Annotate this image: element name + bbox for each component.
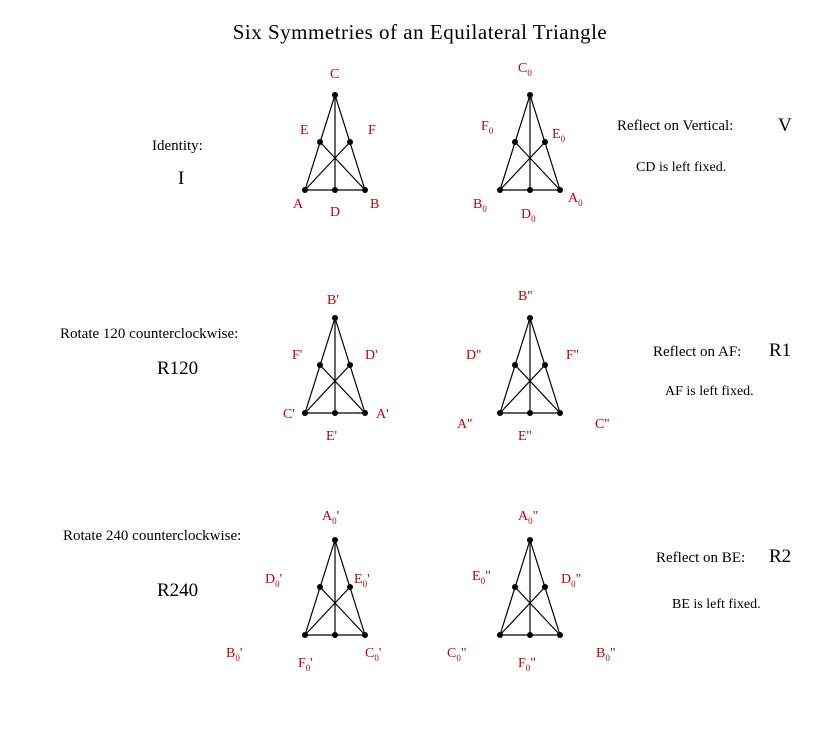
vertex-label-upper-left: F' <box>292 348 303 363</box>
vertex-label-upper-left: D'' <box>466 348 482 363</box>
vertex-label-upper-right: D' <box>365 348 378 363</box>
triangle-identity-svg <box>240 80 400 210</box>
vertex-label-bottom-left: $B_0$ <box>473 197 487 214</box>
caption-reflect-be-symbol: R2 <box>769 546 792 567</box>
vertex-label-bottom-left: A'' <box>457 417 473 432</box>
caption-reflect-be-label: Reflect on BE: <box>656 550 746 566</box>
triangle-rotate-240-svg <box>240 525 400 655</box>
vertex-label-bottom-mid: E' <box>326 429 338 444</box>
vertex-label-top: $A_0'$ <box>322 509 340 526</box>
vertex-label-bottom-right: $A_0$ <box>568 191 583 208</box>
caption-identity-label: Identity: <box>152 138 203 154</box>
caption-reflect-vertical-label: Reflect on Vertical: <box>617 118 734 134</box>
vertex-label-upper-right: $D_0$" <box>561 572 582 589</box>
vertex-label-bottom-left: A <box>293 197 304 212</box>
vertex-label-bottom-mid: $D_0$ <box>521 207 536 224</box>
caption-reflect-vertical-symbol: V <box>778 115 792 136</box>
triangle-reflect-vertical-svg <box>465 80 625 210</box>
caption-rotate-240-label: Rotate 240 counterclockwise: <box>63 528 242 544</box>
vertex-label-upper-right: F'' <box>566 348 579 363</box>
vertex-label-top: B'' <box>518 289 533 304</box>
vertex-label-bottom-left: $C_0$" <box>447 646 467 663</box>
vertex-label-upper-right: $E_0'$ <box>354 572 370 589</box>
triangle-reflect-vertical <box>465 80 625 230</box>
vertex-label-bottom-right: C'' <box>595 417 610 432</box>
triangle-reflect-af-svg <box>465 303 625 433</box>
vertex-label-bottom-mid: $F_0$" <box>518 656 537 673</box>
vertex-label-upper-right: F <box>368 123 376 138</box>
vertex-label-upper-left: $E_0$" <box>472 569 491 586</box>
triangle-reflect-be-svg <box>465 525 625 655</box>
caption-reflect-be-note: BE is left fixed. <box>672 597 761 612</box>
vertex-label-upper-left: $F_0$ <box>481 119 494 136</box>
vertex-label-top: $A_0$" <box>518 509 539 526</box>
vertex-label-upper-right: $E_0$ <box>552 127 566 144</box>
caption-rotate-120-symbol: R120 <box>157 358 199 379</box>
vertex-label-bottom-mid: E'' <box>518 429 532 444</box>
vertex-label-bottom-mid: $F_0'$ <box>298 656 313 673</box>
vertex-label-top: C <box>330 67 340 82</box>
triangle-rotate-120 <box>240 303 400 453</box>
vertex-label-bottom-right: $C_0'$ <box>365 646 382 663</box>
caption-reflect-af-note: AF is left fixed. <box>665 384 754 399</box>
vertex-label-upper-left: $D_0'$ <box>265 572 283 589</box>
vertex-label-bottom-right: A' <box>376 407 389 422</box>
caption-rotate-240-symbol: R240 <box>157 580 199 601</box>
caption-reflect-af-label: Reflect on AF: <box>653 344 742 360</box>
vertex-label-top: B' <box>327 293 339 308</box>
caption-reflect-af-symbol: R1 <box>769 340 792 361</box>
vertex-label-bottom-left: C' <box>283 407 295 422</box>
vertex-label-upper-left: E <box>300 123 309 138</box>
vertex-label-bottom-left: $B_0'$ <box>226 646 243 663</box>
vertex-label-bottom-right: B <box>370 197 380 212</box>
vertex-label-bottom-mid: D <box>330 205 341 220</box>
caption-identity-symbol: I <box>178 168 185 189</box>
caption-reflect-vertical-note: CD is left fixed. <box>636 160 727 175</box>
caption-rotate-120-label: Rotate 120 counterclockwise: <box>60 326 239 342</box>
page-title: Six Symmetries of an Equilateral Triangle <box>232 20 608 44</box>
vertex-label-bottom-right: $B_0$" <box>596 646 616 663</box>
vertex-label-top: $C_0$ <box>518 61 532 78</box>
